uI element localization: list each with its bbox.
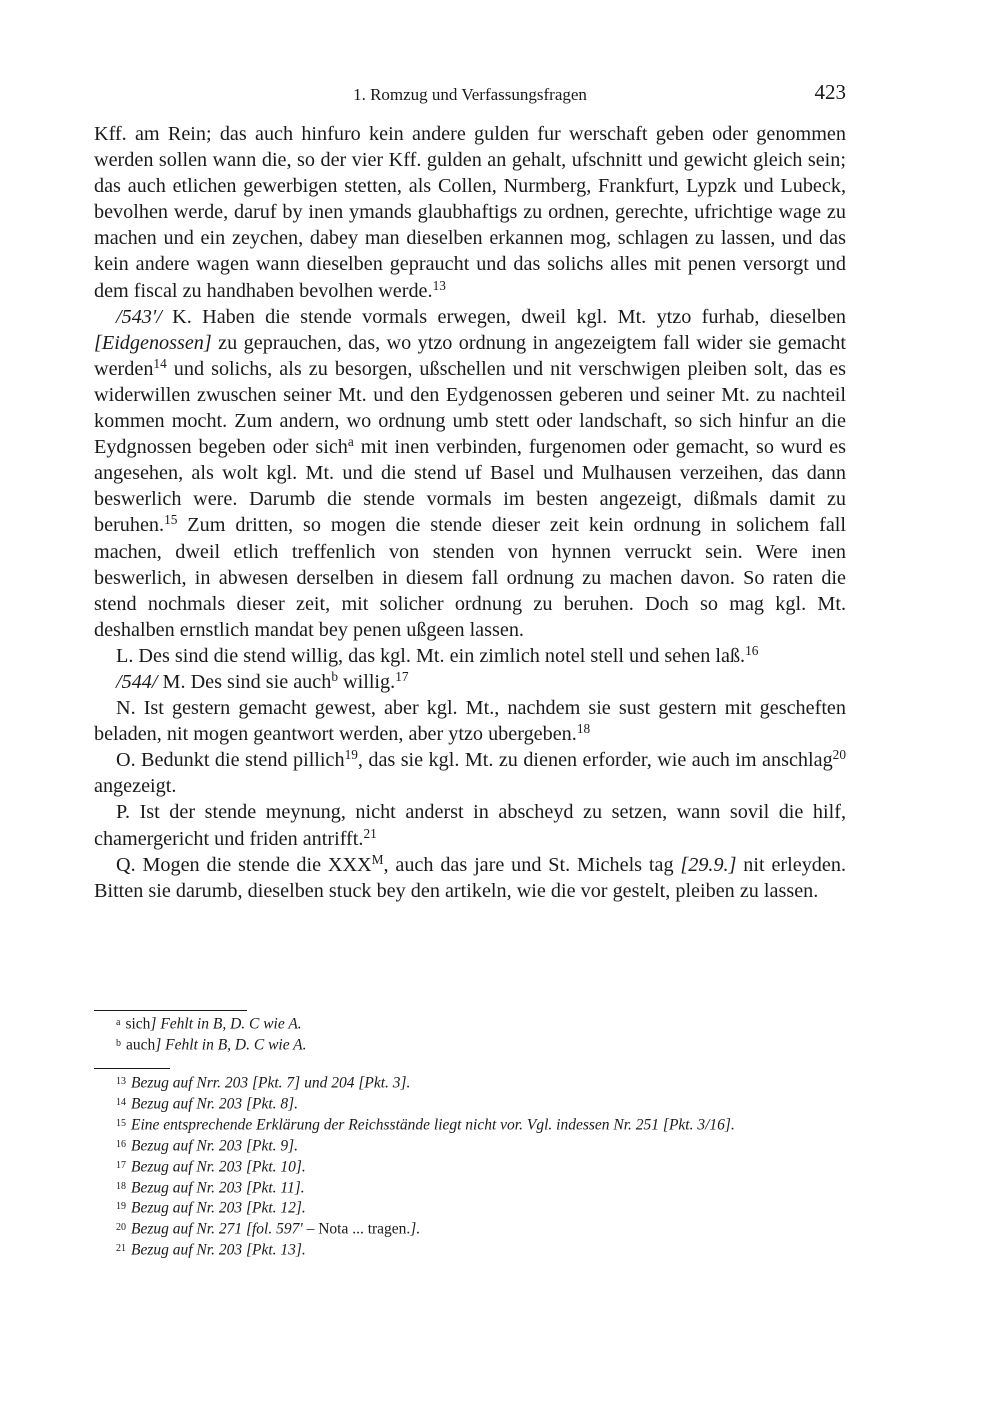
footnote-mark: 16 [116, 1138, 126, 1150]
paragraph [94, 304, 852, 643]
footnote [116, 1239, 846, 1260]
note-reference: 18 [576, 721, 591, 737]
paragraph [94, 695, 852, 747]
footnote [116, 1177, 846, 1198]
text-run: P. Ist der stende meynung, nicht anderst in abscheyd zu setzen, wann sovil die hilf, chamergericht und friden antrifft. [94, 801, 852, 850]
running-head: 1. Romzug und Verfassungsfragen [353, 85, 587, 104]
footnote-text: Bezug auf Nr. 203 [Pkt. 13]. [131, 1241, 306, 1259]
footnotes-rule [94, 1068, 170, 1069]
paragraph [94, 669, 846, 695]
note-reference: 16 [745, 642, 759, 658]
paragraph [94, 643, 846, 669]
paragraph [94, 121, 852, 304]
footnote-text: Bezug auf Nr. 203 [Pkt. 8]. [131, 1095, 299, 1113]
text-note [116, 1013, 846, 1034]
footnote-mark: 15 [116, 1117, 126, 1129]
page-number: 423 [814, 80, 846, 104]
paragraph [94, 799, 852, 851]
note-reference: b [331, 669, 338, 685]
text-run: angezeigt. [94, 749, 852, 798]
text-run: mit inen verbinden, furgenomen oder gemacht, so wurd es angesehen, als wolt kgl. Mt. und die stend uf Basel und Mulhausen verzeihen, das dann beswerlich were. Darumb die stende vormals im besten angezeigt, dißmals damit zu beruhen. [94, 436, 852, 537]
note-mark: a [116, 1017, 121, 1028]
footnote [116, 1093, 846, 1114]
paragraph [94, 747, 852, 799]
italic-run: /544/ [116, 670, 158, 693]
footnote-text: Eine entsprechende Erklärung der Reichsstände liegt nicht vor. Vgl. indessen Nr. 251 [Pkt. 3/16]. [131, 1116, 735, 1134]
text-run: Kff. am Rein; das auch hinfuro kein andere gulden fur werschaft geben oder genommen werden sollen wann die, so der vier Kff. gulden an gehalt, ufschnitt und gewicht gleich sein; das auch etlichen gewerbigen stetten, als Collen, Nurmberg, Frankfurt, Lypzk und Lubeck, bevolhen werde, daruf by inen ymands glaubhaftigs zu ordnen, gerechte, ufrichtige wage zu machen und ein zeychen, dabey man dieselben erkannen mog, schlagen zu lassen, und das kein andere wagen wann dieselben gepraucht und das solichs alles mit penen versorgt und dem fiscal zu handhaben bevolhen werde. [94, 123, 852, 302]
text-run: N. Ist gestern gemacht gewest, aber kgl. Mt., nachdem sie sust gestern mit gescheften beladen, nit mogen geantwort werden, aber ytzo ubergeben. [94, 697, 852, 746]
footnote-mark: 13 [116, 1076, 126, 1087]
footnote [116, 1156, 846, 1177]
note-reference: M [371, 851, 384, 867]
italic-run: /543'/ [116, 305, 162, 328]
note-text: ] Fehlt in B, D. C wie A. [150, 1015, 302, 1033]
note-reference: 20 [832, 747, 846, 763]
note-reference: a [347, 434, 354, 450]
text-run: willig. [337, 670, 396, 693]
note-text: ] Fehlt in B, D. C wie A. [155, 1036, 307, 1054]
note-mark: b [116, 1037, 121, 1049]
footnote-text: Bezug auf Nr. 271 [fol. 597' [131, 1220, 303, 1238]
note-lemma: sich [125, 1015, 151, 1033]
text-run: nit erleyden. Bitten sie darumb, dieselben stuck bey den artikeln, wie die vor gestelt, pleiben zu lassen. [94, 853, 852, 902]
footnote [116, 1218, 846, 1239]
text-run: Zum dritten, so mogen die stende dieser zeit kein ordnung in solichem fall machen, dweil etlich treffenlich von stenden von hynnen verruckt sein. Were inen beswerlich, in abwesen derselben in diesem fall ordnung zu machen davon. So raten die stend nochmals dieser zeit, mit solicher ordnung zu beruhen. Doch so mag kgl. Mt. deshalben ernstlich mandat bey penen ußgeen lassen. [94, 514, 852, 641]
footnote-mark: 14 [116, 1096, 126, 1108]
footnote-text-end: ]. [410, 1220, 421, 1238]
text-run: Q. Mogen die stende die XXX [116, 853, 372, 876]
text-run: und solichs, als zu besorgen, ußschellen und nit verschwigen pleiben solt, das es widerwillen zwuschen seiner Mt. und den Eydgenossen geberen und seiner Mt. zu nachteil kommen mocht. Zum andern, wo ordnung umb stett oder landschaft, so sich hinfur an die Eydgnossen begeben oder sich [94, 357, 852, 459]
footnote-text: Bezug auf Nr. 203 [Pkt. 12]. [131, 1199, 306, 1217]
text-run: L. Des sind die stend willig, das kgl. Mt. ein zimlich notel stell und sehen laß. [116, 644, 746, 667]
footnote [116, 1135, 846, 1156]
text-run: K. Haben die stende vormals erwegen, dweil kgl. Mt. ytzo furhab, dieselben [161, 305, 852, 328]
italic-run: [Eidgenossen] [94, 331, 212, 354]
text-run: , auch das jare und St. Michels tag [383, 853, 681, 876]
footnote-mark: 20 [116, 1222, 126, 1234]
footnote-mark: 21 [116, 1243, 126, 1255]
text-note [116, 1034, 846, 1055]
note-reference: 21 [363, 825, 377, 841]
page-header [94, 80, 846, 108]
italic-run: [29.9.] [680, 853, 737, 876]
footnote [116, 1197, 846, 1218]
footnotes [116, 1072, 846, 1260]
footnote-text: Bezug auf Nr. 203 [Pkt. 10]. [131, 1158, 306, 1176]
footnote-text: Bezug auf Nr. 203 [Pkt. 9]. [131, 1137, 299, 1155]
note-lemma: auch [126, 1036, 156, 1054]
footnote [116, 1072, 846, 1093]
footnote-text: Bezug auf Nr. 203 [Pkt. 11]. [131, 1179, 305, 1197]
footnote-mark: 17 [116, 1159, 126, 1171]
note-reference: 19 [344, 747, 358, 763]
text-run: M. Des sind sie auch [157, 670, 332, 693]
footnote-mark: 18 [116, 1180, 126, 1192]
main-text [94, 121, 852, 904]
text-run: zu geprauchen, das, wo ytzo ordnung in angezeigtem fall wider sie gemacht werden [94, 331, 852, 380]
footnote-text: Bezug auf Nrr. 203 [Pkt. 7] und 204 [Pkt. 3]. [131, 1074, 411, 1092]
text-notes [116, 1013, 846, 1055]
note-reference: 14 [153, 355, 167, 371]
paragraph [94, 851, 852, 904]
footnote-quote: – Nota ... tragen. [302, 1220, 411, 1238]
text-run: , das sie kgl. Mt. zu dienen erforder, wie auch im anschlag [357, 749, 833, 772]
footnote [116, 1114, 846, 1135]
note-reference: 15 [164, 512, 178, 528]
text-run: O. Bedunkt die stend pillich [116, 749, 345, 772]
note-reference: 13 [432, 277, 446, 293]
text-notes-rule [94, 1010, 247, 1011]
note-reference: 17 [395, 669, 409, 685]
footnote-mark: 19 [116, 1201, 126, 1213]
